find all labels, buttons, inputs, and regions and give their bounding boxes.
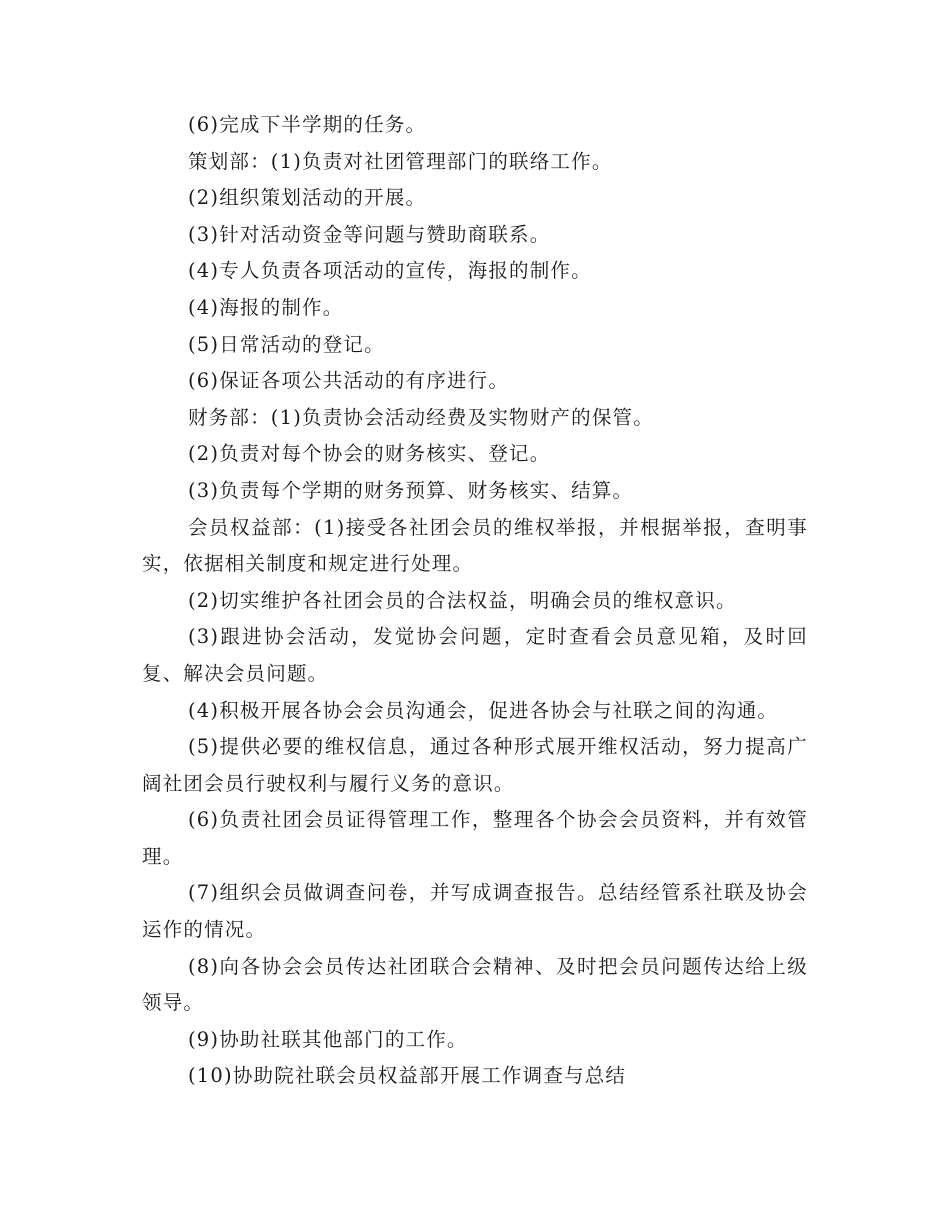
paragraph-1: (6)完成下半学期的任务。: [188, 113, 427, 136]
paragraph-11: (3)负责每个学期的财务预算、财务核实、结算。: [188, 478, 634, 502]
paragraph-12: 会员权益部：(1)接受各社团会员的维权举报，并根据举报，查明事实，依据相关制度和规定进行处理。: [142, 515, 808, 576]
paragraph-17: (6)负责社团会员证得管理工作，整理各个协会会员资料，并有效管理。: [142, 808, 808, 868]
paragraph-5: (4)专人负责各项活动的宣传，海报的制作。: [188, 259, 592, 283]
paragraph-2: 策划部：(1)负责对社团管理部门的联络工作。: [188, 149, 613, 173]
paragraph-10: (2)负责对每个协会的财务核实、登记。: [188, 442, 551, 466]
document-body: [142, 107, 808, 1095]
paragraph-4: (3)针对活动资金等问题与赞助商联系。: [188, 222, 551, 246]
paragraph-7: (5)日常活动的登记。: [188, 332, 385, 356]
paragraph-3: (2)组织策划活动的开展。: [188, 186, 427, 210]
paragraph-16: (5)提供必要的维权信息，通过各种形式展开维权活动，努力提高广阔社团会员行驶权利与履行义务的意识。: [142, 735, 808, 795]
paragraph-19: (8)向各协会会员传达社团联合会精神、及时把会员问题传达给上级领导。: [142, 954, 808, 1015]
paragraph-14: (3)跟进协会活动，发觉协会问题，定时查看会员意见箱，及时回复、解决会员问题。: [142, 625, 808, 685]
paragraph-8: (6)保证各项公共活动的有序进行。: [188, 369, 510, 393]
paragraph-6: (4)海报的制作。: [188, 295, 344, 319]
paragraph-15: (4)积极开展各协会会员沟通会，促进各协会与社联之间的沟通。: [188, 698, 779, 722]
paragraph-21: (10)协助院社联会员权益部开展工作调查与总结: [188, 1064, 627, 1088]
paragraph-20: (9)协助社联其他部门的工作。: [188, 1027, 468, 1051]
paragraph-18: (7)组织会员做调查问卷，并写成调查报告。总结经管系社联及协会运作的情况。: [142, 881, 808, 942]
paragraph-13: (2)切实维护各社团会员的合法权益，明确会员的维权意识。: [188, 588, 737, 612]
paragraph-9: 财务部：(1)负责协会活动经费及实物财产的保管。: [188, 405, 654, 429]
